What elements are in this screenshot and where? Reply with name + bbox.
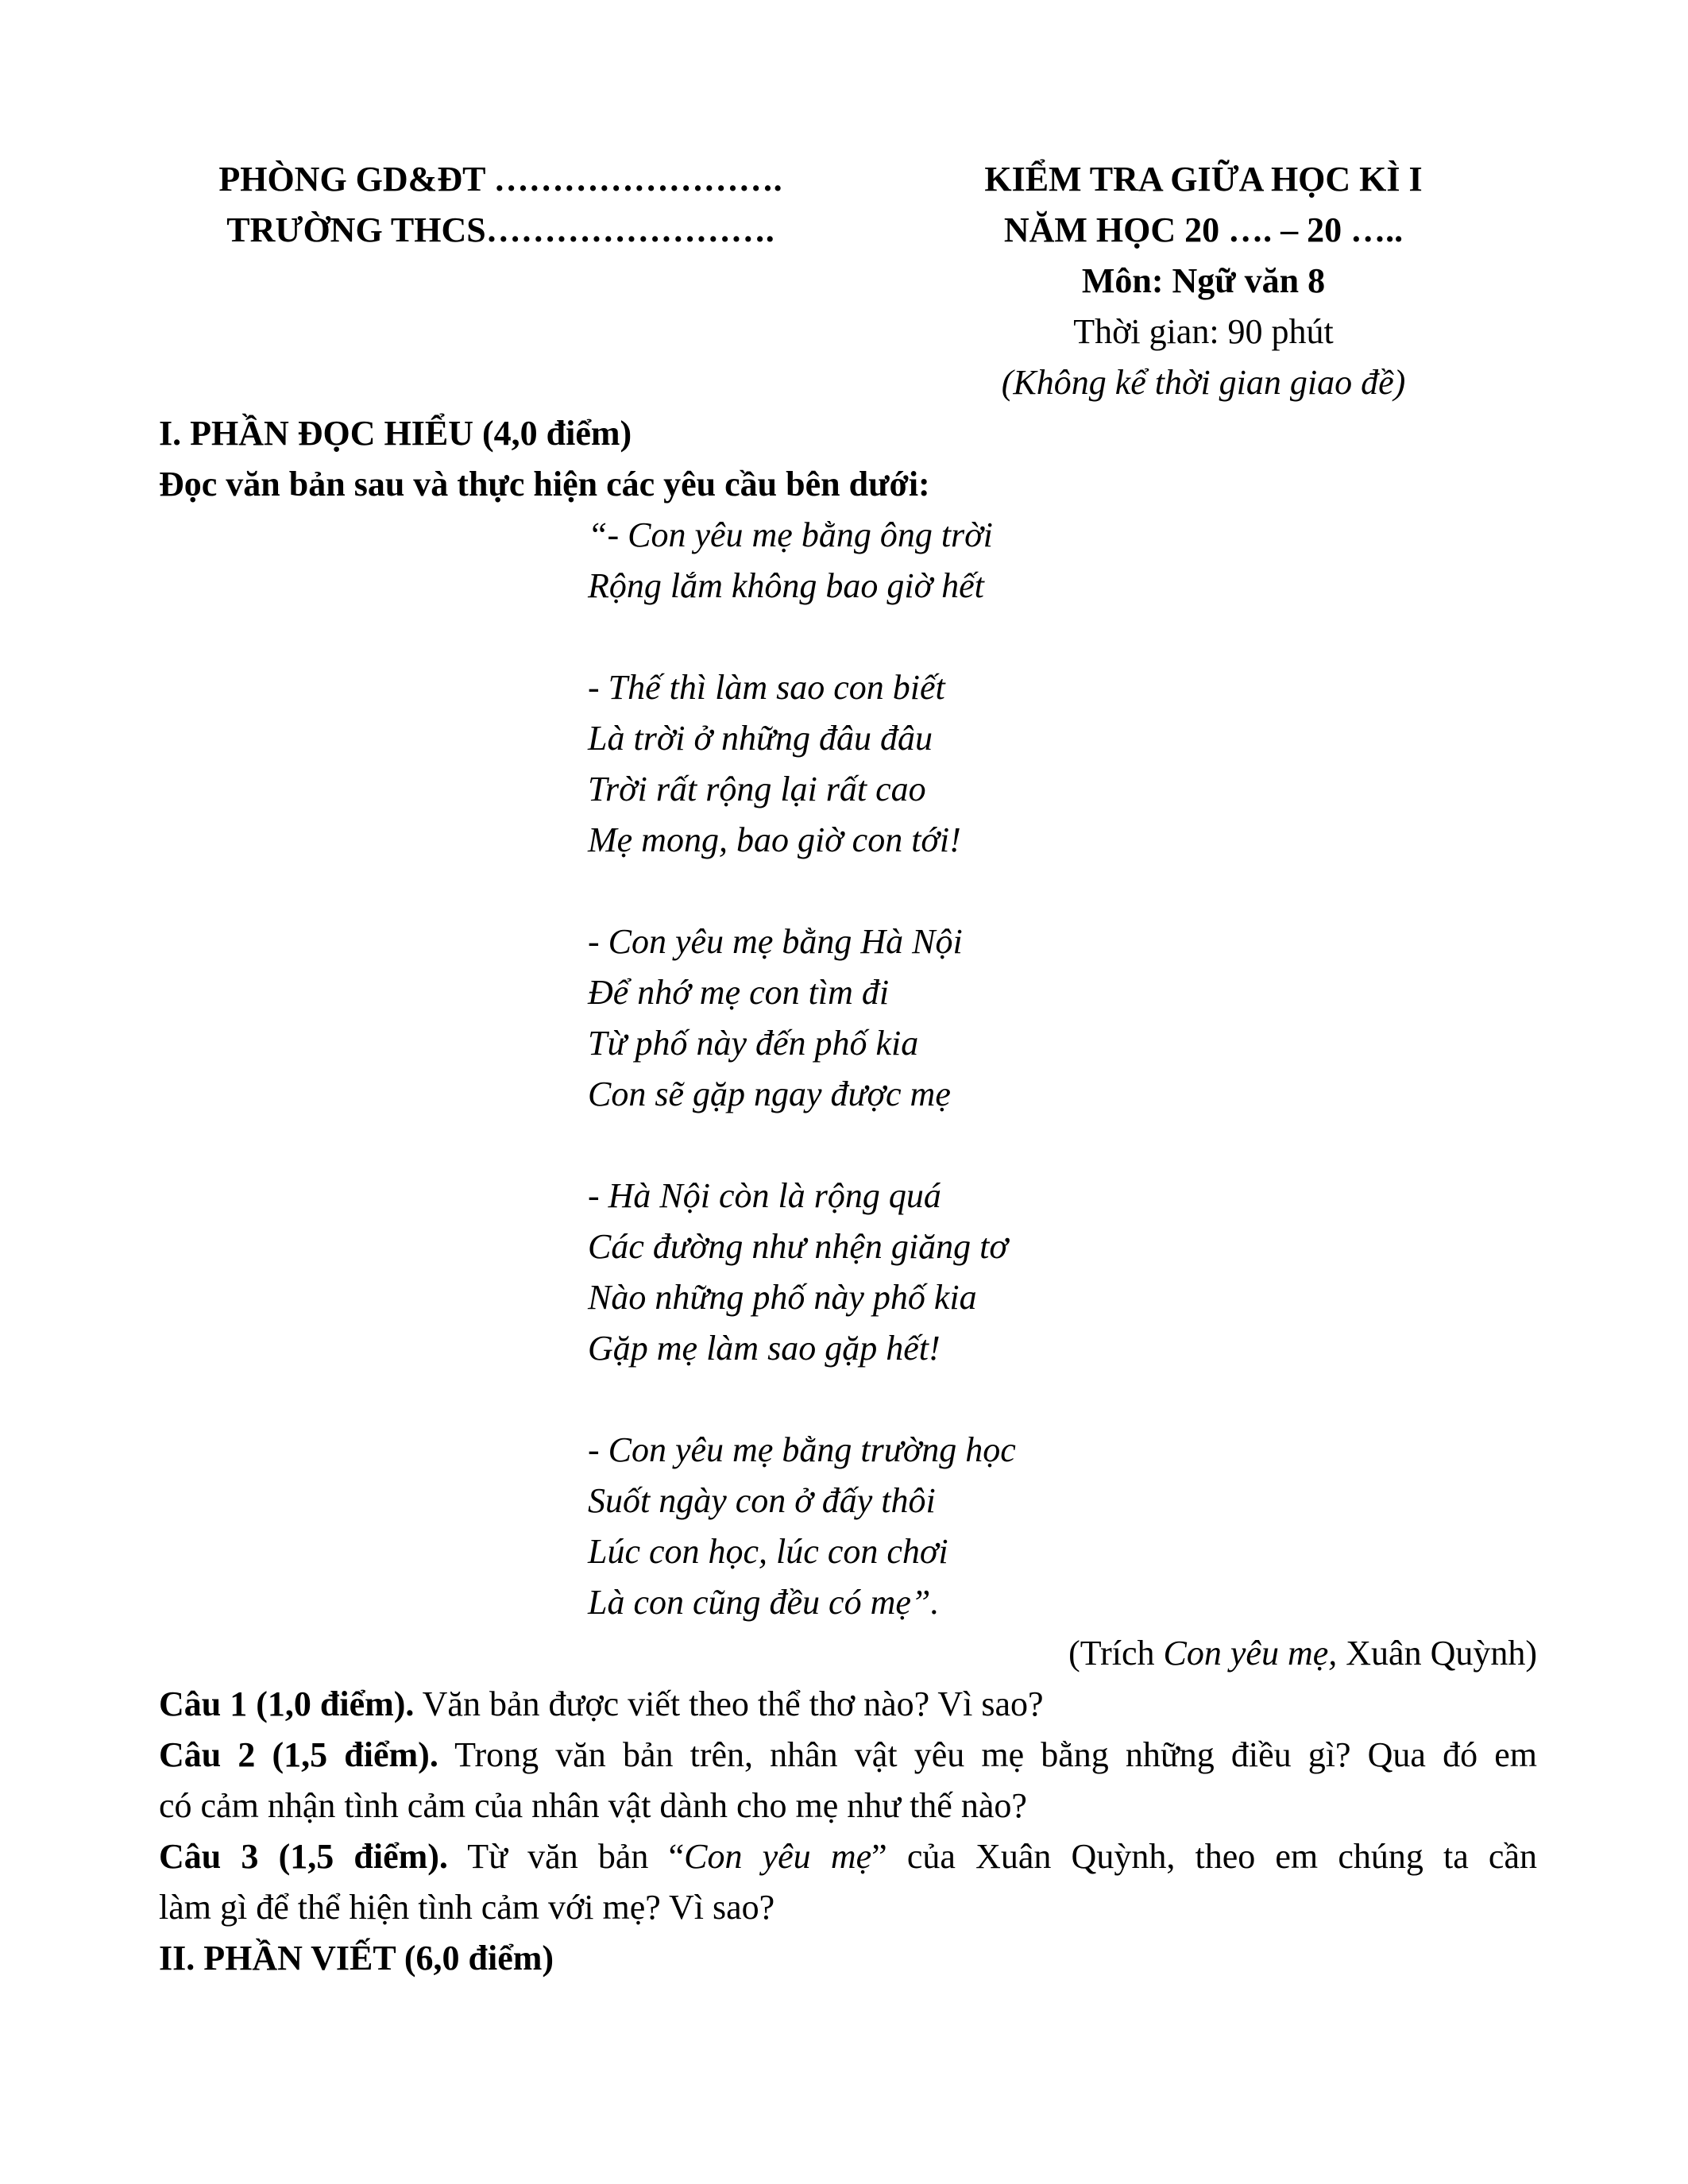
poem-line: Trời rất rộng lại rất cao (588, 770, 926, 808)
poem-line: Nào những phố này phố kia (588, 1278, 977, 1317)
exam-title: KIỂM TRA GIỮA HỌC KÌ I (984, 160, 1423, 199)
question-1 (159, 1682, 1044, 1727)
poem-line: Để nhớ mẹ con tìm đi (588, 973, 890, 1012)
question-2-label: Câu 2 (1,5 điểm). (159, 1735, 438, 1774)
question-2-text: Trong văn bản trên, nhân vật yêu mẹ bằng những điều gì? Qua đó em (438, 1735, 1537, 1774)
poem-line: Lúc con học, lúc con chơi (588, 1532, 948, 1571)
source-prefix: (Trích (1068, 1634, 1164, 1673)
question-3 (159, 1835, 1537, 1879)
poem-line: - Con yêu mẹ bằng Hà Nội (588, 922, 963, 961)
question-3-label: Câu 3 (1,5 điểm). (159, 1837, 448, 1876)
poem-line: Mẹ mong, bao giờ con tới! (588, 820, 961, 859)
department-line: PHÒNG GD&ĐT ……………………. (218, 160, 782, 199)
question-3-text-b: ” của Xuân Quỳnh, theo em chúng ta cần (871, 1837, 1537, 1876)
poem-line: - Hà Nội còn là rộng quá (588, 1176, 941, 1215)
poem-line: Là con cũng đều có mẹ”. (588, 1583, 940, 1622)
section-2-title: II. PHẦN VIẾT (6,0 điểm) (159, 1939, 554, 1978)
poem-line: Con sẽ gặp ngay được mẹ (588, 1075, 951, 1113)
duration-note: (Không kể thời gian giao đề) (1001, 363, 1406, 402)
poem-line: - Thế thì làm sao con biết (588, 668, 945, 707)
section-1-title: I. PHẦN ĐỌC HIỂU (4,0 điểm) (159, 414, 632, 453)
school-line: TRƯỜNG THCS……………………. (226, 210, 774, 249)
question-3-title: Con yêu mẹ (684, 1837, 872, 1876)
school-year: NĂM HỌC 20 …. – 20 ….. (1003, 210, 1404, 249)
poem-line: Từ phố này đến phố kia (588, 1024, 919, 1063)
poem-line: Gặp mẹ làm sao gặp hết! (588, 1329, 941, 1368)
poem-line: Các đường như nhện giăng tơ (588, 1227, 1008, 1266)
question-1-text: Văn bản được viết theo thể thơ nào? Vì sao? (414, 1684, 1044, 1723)
duration-line: Thời gian: 90 phút (1073, 312, 1334, 351)
source-author: Xuân Quỳnh) (1337, 1634, 1537, 1673)
poem-line: “- Con yêu mẹ bằng ông trời (588, 515, 993, 554)
poem-source (1068, 1631, 1537, 1676)
section-1-instruction: Đọc văn bản sau và thực hiện các yêu cầu bên dưới: (159, 465, 930, 504)
question-2 (159, 1733, 1537, 1777)
source-work: Con yêu mẹ, (1163, 1634, 1338, 1673)
poem-line: Rộng lắm không bao giờ hết (588, 566, 984, 605)
question-1-label: Câu 1 (1,0 điểm). (159, 1684, 415, 1723)
poem-line: Suốt ngày con ở đấy thôi (588, 1481, 936, 1520)
question-3-text-a: Từ văn bản “ (447, 1837, 685, 1876)
question-2-continued: có cảm nhận tình cảm của nhân vật dành cho mẹ như thế nào? (159, 1786, 1027, 1825)
poem-line: Là trời ở những đâu đâu (588, 719, 933, 758)
subject-line: Môn: Ngữ văn 8 (1081, 261, 1326, 300)
poem-line: - Con yêu mẹ bằng trường học (588, 1430, 1016, 1469)
question-3-continued: làm gì để thể hiện tình cảm với mẹ? Vì sao? (159, 1888, 775, 1927)
